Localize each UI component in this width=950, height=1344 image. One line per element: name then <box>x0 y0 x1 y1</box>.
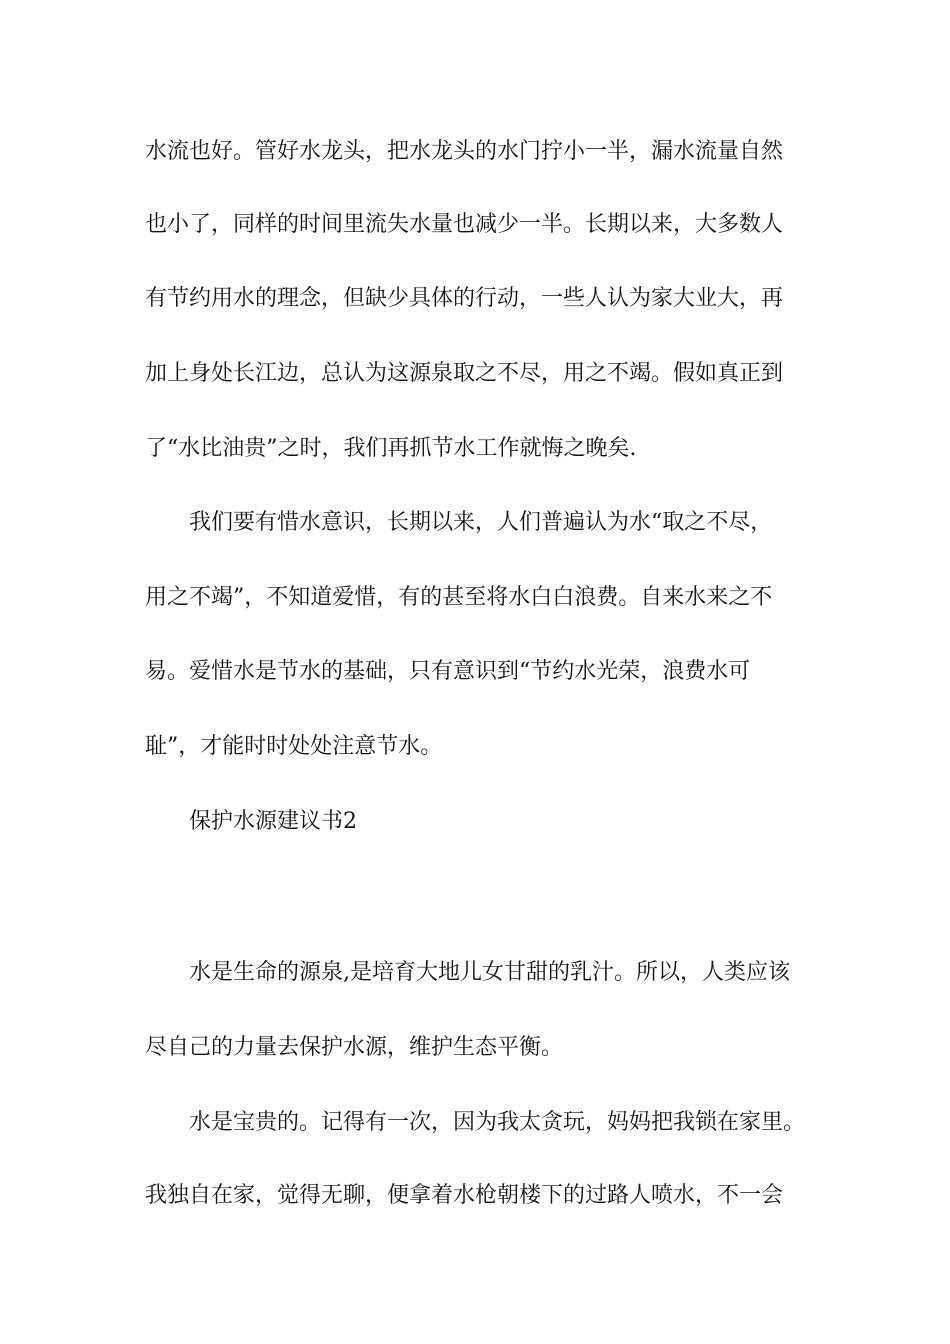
section-heading: 保护水源建议书2 <box>189 809 357 834</box>
paragraph-line: 水是生命的源泉,是培育大地儿女甘甜的乳汁。所以，人类应该 <box>189 960 790 985</box>
paragraph-line: 有节约用水的理念，但缺少具体的行动，一些人认为家大业大，再 <box>145 286 784 311</box>
paragraph-line: 加上身处长江边，总认为这源泉取之不尽，用之不竭。假如真正到 <box>145 361 784 386</box>
paragraph-line: 也小了，同样的时间里流失水量也减少一半。长期以来，大多数人 <box>145 212 784 237</box>
paragraph-line: 耻”，才能时时处处注意节水。 <box>145 734 443 759</box>
paragraph-line: 水是宝贵的。记得有一次，因为我太贪玩，妈妈把我锁在家里。 <box>189 1110 806 1135</box>
paragraph-line: 用之不竭”，不知道爱惜，有的甚至将水白白浪费。自来水来之不 <box>145 585 773 610</box>
paragraph-line: 我们要有惜水意识，长期以来，人们普遍认为水“取之不尽， <box>189 510 773 535</box>
paragraph-line: 易。爱惜水是节水的基础，只有意识到“节约水光荣，浪费水可 <box>145 659 751 684</box>
paragraph-line: 我独自在家，觉得无聊，便拿着水枪朝楼下的过路人喷水，不一会 <box>145 1183 784 1208</box>
paragraph-line: 了“水比油贵”之时，我们再抓节水工作就悔之晚矣. <box>145 436 637 461</box>
paragraph-line: 水流也好。管好水龙头，把水龙头的水门拧小一半，漏水流量自然 <box>145 139 784 164</box>
paragraph-line: 尽自己的力量去保护水源，维护生态平衡。 <box>145 1035 564 1060</box>
